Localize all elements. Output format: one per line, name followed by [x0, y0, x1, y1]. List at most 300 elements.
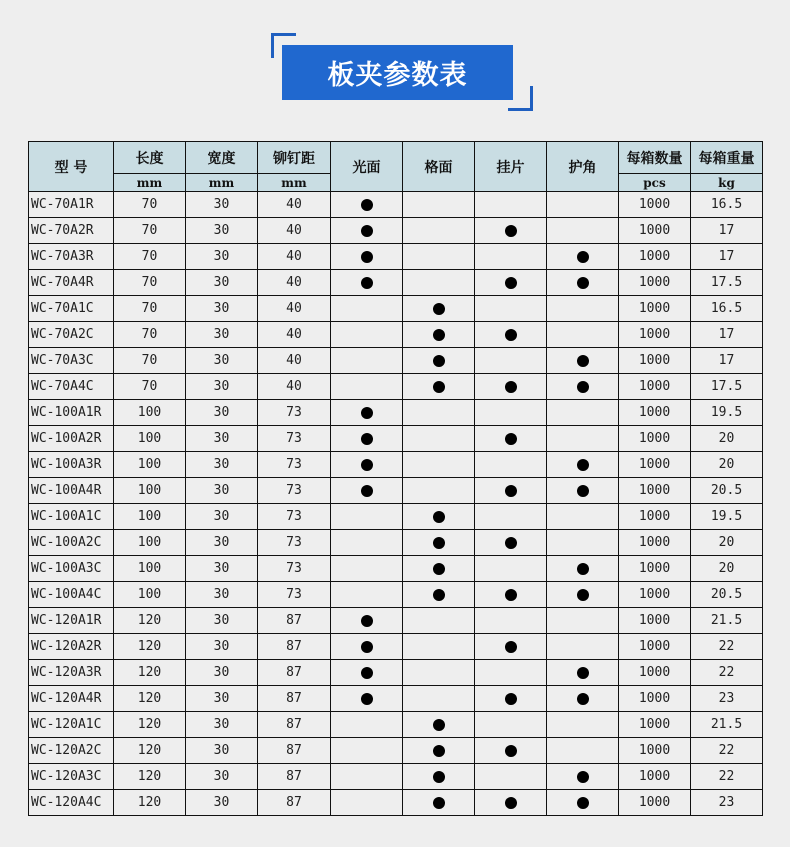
- hanger-cell: [475, 790, 547, 816]
- smooth-cell: [331, 218, 403, 244]
- hanger-cell: [475, 478, 547, 504]
- smooth-cell: [331, 660, 403, 686]
- filled-circle-icon: [433, 771, 445, 783]
- smooth-cell: [331, 608, 403, 634]
- weight-cell: 17: [691, 218, 763, 244]
- length-cell: 70: [114, 374, 186, 400]
- filled-circle-icon: [505, 641, 517, 653]
- width-cell: 30: [186, 530, 258, 556]
- grid-cell: [403, 296, 475, 322]
- width-cell: 30: [186, 556, 258, 582]
- spec-table-body: [29, 192, 763, 816]
- weight-cell: 17.5: [691, 374, 763, 400]
- filled-circle-icon: [433, 329, 445, 341]
- model-cell: WC-120A3R: [29, 660, 114, 686]
- corner-cell: [547, 478, 619, 504]
- filled-circle-icon: [505, 329, 517, 341]
- model-cell: WC-70A4C: [29, 374, 114, 400]
- model-cell: WC-70A2C: [29, 322, 114, 348]
- width-cell: 30: [186, 634, 258, 660]
- table-row: [29, 270, 763, 296]
- corner-cell: [547, 556, 619, 582]
- model-cell: WC-100A1C: [29, 504, 114, 530]
- smooth-cell: [331, 322, 403, 348]
- table-row: [29, 582, 763, 608]
- qty-cell: 1000: [619, 764, 691, 790]
- rivet-pitch-cell: 87: [258, 608, 331, 634]
- corner-cell: [547, 374, 619, 400]
- weight-cell: 21.5: [691, 712, 763, 738]
- weight-cell: 16.5: [691, 296, 763, 322]
- corner-cell: [547, 634, 619, 660]
- table-row: [29, 478, 763, 504]
- model-cell: WC-70A1R: [29, 192, 114, 218]
- grid-cell: [403, 426, 475, 452]
- smooth-cell: [331, 530, 403, 556]
- corner-cell: [547, 660, 619, 686]
- corner-cell: [547, 790, 619, 816]
- header-length: 长度: [114, 142, 186, 174]
- corner-cell: [547, 452, 619, 478]
- table-row: [29, 296, 763, 322]
- weight-cell: 20: [691, 426, 763, 452]
- rivet-pitch-cell: 40: [258, 296, 331, 322]
- rivet-pitch-cell: 87: [258, 634, 331, 660]
- filled-circle-icon: [361, 433, 373, 445]
- grid-cell: [403, 192, 475, 218]
- weight-cell: 17: [691, 244, 763, 270]
- width-cell: 30: [186, 322, 258, 348]
- weight-cell: 19.5: [691, 504, 763, 530]
- length-cell: 100: [114, 504, 186, 530]
- model-cell: WC-100A1R: [29, 400, 114, 426]
- filled-circle-icon: [433, 797, 445, 809]
- rivet-pitch-cell: 87: [258, 764, 331, 790]
- grid-cell: [403, 348, 475, 374]
- smooth-cell: [331, 738, 403, 764]
- weight-cell: 23: [691, 686, 763, 712]
- qty-cell: 1000: [619, 790, 691, 816]
- filled-circle-icon: [505, 537, 517, 549]
- grid-cell: [403, 270, 475, 296]
- rivet-pitch-cell: 87: [258, 738, 331, 764]
- table-row: [29, 426, 763, 452]
- rivet-pitch-cell: 73: [258, 582, 331, 608]
- table-row: [29, 504, 763, 530]
- qty-cell: 1000: [619, 712, 691, 738]
- qty-cell: 1000: [619, 530, 691, 556]
- grid-cell: [403, 374, 475, 400]
- grid-cell: [403, 790, 475, 816]
- weight-cell: 20.5: [691, 478, 763, 504]
- filled-circle-icon: [577, 771, 589, 783]
- filled-circle-icon: [505, 433, 517, 445]
- header-grid: 格面: [403, 142, 475, 192]
- length-cell: 120: [114, 790, 186, 816]
- grid-cell: [403, 686, 475, 712]
- qty-cell: 1000: [619, 634, 691, 660]
- filled-circle-icon: [577, 355, 589, 367]
- filled-circle-icon: [433, 511, 445, 523]
- smooth-cell: [331, 582, 403, 608]
- weight-cell: 20.5: [691, 582, 763, 608]
- grid-cell: [403, 244, 475, 270]
- filled-circle-icon: [361, 407, 373, 419]
- corner-cell: [547, 608, 619, 634]
- qty-cell: 1000: [619, 660, 691, 686]
- width-cell: 30: [186, 426, 258, 452]
- hanger-cell: [475, 348, 547, 374]
- unit-length: mm: [114, 174, 186, 192]
- table-row: [29, 712, 763, 738]
- filled-circle-icon: [361, 251, 373, 263]
- corner-cell: [547, 504, 619, 530]
- corner-cell: [547, 582, 619, 608]
- table-row: [29, 374, 763, 400]
- filled-circle-icon: [361, 693, 373, 705]
- length-cell: 120: [114, 738, 186, 764]
- weight-cell: 17.5: [691, 270, 763, 296]
- weight-cell: 20: [691, 530, 763, 556]
- length-cell: 100: [114, 582, 186, 608]
- smooth-cell: [331, 478, 403, 504]
- unit-rivet-pitch: mm: [258, 174, 331, 192]
- weight-cell: 22: [691, 738, 763, 764]
- hanger-cell: [475, 634, 547, 660]
- model-cell: WC-70A4R: [29, 270, 114, 296]
- rivet-pitch-cell: 73: [258, 478, 331, 504]
- corner-cell: [547, 270, 619, 296]
- length-cell: 120: [114, 764, 186, 790]
- table-row: [29, 738, 763, 764]
- grid-cell: [403, 660, 475, 686]
- model-cell: WC-100A3R: [29, 452, 114, 478]
- model-cell: WC-120A1R: [29, 608, 114, 634]
- filled-circle-icon: [505, 225, 517, 237]
- filled-circle-icon: [505, 589, 517, 601]
- corner-cell: [547, 218, 619, 244]
- weight-cell: 16.5: [691, 192, 763, 218]
- hanger-cell: [475, 738, 547, 764]
- model-cell: WC-120A2C: [29, 738, 114, 764]
- model-cell: WC-120A1C: [29, 712, 114, 738]
- title-banner: [271, 33, 533, 111]
- unit-qty: pcs: [619, 174, 691, 192]
- smooth-cell: [331, 504, 403, 530]
- grid-cell: [403, 218, 475, 244]
- corner-cell: [547, 322, 619, 348]
- rivet-pitch-cell: 40: [258, 218, 331, 244]
- hanger-cell: [475, 322, 547, 348]
- table-row: [29, 192, 763, 218]
- filled-circle-icon: [433, 381, 445, 393]
- model-cell: WC-120A4R: [29, 686, 114, 712]
- table-row: [29, 322, 763, 348]
- length-cell: 120: [114, 712, 186, 738]
- width-cell: 30: [186, 790, 258, 816]
- weight-cell: 20: [691, 556, 763, 582]
- model-cell: WC-100A2C: [29, 530, 114, 556]
- width-cell: 30: [186, 270, 258, 296]
- filled-circle-icon: [505, 485, 517, 497]
- rivet-pitch-cell: 40: [258, 348, 331, 374]
- rivet-pitch-cell: 40: [258, 244, 331, 270]
- qty-cell: 1000: [619, 504, 691, 530]
- qty-cell: 1000: [619, 244, 691, 270]
- qty-cell: 1000: [619, 400, 691, 426]
- width-cell: 30: [186, 192, 258, 218]
- filled-circle-icon: [433, 589, 445, 601]
- filled-circle-icon: [577, 563, 589, 575]
- hanger-cell: [475, 270, 547, 296]
- table-row: [29, 218, 763, 244]
- filled-circle-icon: [433, 719, 445, 731]
- hanger-cell: [475, 582, 547, 608]
- width-cell: 30: [186, 218, 258, 244]
- grid-cell: [403, 504, 475, 530]
- filled-circle-icon: [361, 615, 373, 627]
- filled-circle-icon: [361, 277, 373, 289]
- length-cell: 100: [114, 452, 186, 478]
- smooth-cell: [331, 556, 403, 582]
- rivet-pitch-cell: 73: [258, 556, 331, 582]
- length-cell: 100: [114, 400, 186, 426]
- hanger-cell: [475, 530, 547, 556]
- width-cell: 30: [186, 660, 258, 686]
- filled-circle-icon: [361, 225, 373, 237]
- hanger-cell: [475, 660, 547, 686]
- model-cell: WC-100A2R: [29, 426, 114, 452]
- filled-circle-icon: [433, 745, 445, 757]
- qty-cell: 1000: [619, 556, 691, 582]
- corner-cell: [547, 400, 619, 426]
- model-cell: WC-100A4R: [29, 478, 114, 504]
- filled-circle-icon: [505, 797, 517, 809]
- grid-cell: [403, 322, 475, 348]
- table-row: [29, 660, 763, 686]
- weight-cell: 22: [691, 660, 763, 686]
- rivet-pitch-cell: 87: [258, 660, 331, 686]
- filled-circle-icon: [361, 459, 373, 471]
- rivet-pitch-cell: 87: [258, 790, 331, 816]
- length-cell: 70: [114, 270, 186, 296]
- smooth-cell: [331, 634, 403, 660]
- table-row: [29, 400, 763, 426]
- grid-cell: [403, 712, 475, 738]
- rivet-pitch-cell: 73: [258, 530, 331, 556]
- qty-cell: 1000: [619, 374, 691, 400]
- qty-cell: 1000: [619, 270, 691, 296]
- length-cell: 120: [114, 686, 186, 712]
- corner-cell: [547, 192, 619, 218]
- header-hanger: 挂片: [475, 142, 547, 192]
- rivet-pitch-cell: 87: [258, 686, 331, 712]
- filled-circle-icon: [505, 381, 517, 393]
- hanger-cell: [475, 218, 547, 244]
- table-row: [29, 530, 763, 556]
- table-row: [29, 634, 763, 660]
- filled-circle-icon: [361, 641, 373, 653]
- filled-circle-icon: [577, 251, 589, 263]
- corner-cell: [547, 712, 619, 738]
- table-row: [29, 608, 763, 634]
- filled-circle-icon: [361, 199, 373, 211]
- filled-circle-icon: [433, 303, 445, 315]
- smooth-cell: [331, 400, 403, 426]
- model-cell: WC-120A4C: [29, 790, 114, 816]
- table-row: [29, 686, 763, 712]
- width-cell: 30: [186, 478, 258, 504]
- length-cell: 100: [114, 556, 186, 582]
- model-cell: WC-120A2R: [29, 634, 114, 660]
- grid-cell: [403, 634, 475, 660]
- corner-cell: [547, 530, 619, 556]
- page-title: 板夹参数表: [282, 45, 513, 100]
- qty-cell: 1000: [619, 608, 691, 634]
- hanger-cell: [475, 400, 547, 426]
- filled-circle-icon: [361, 485, 373, 497]
- filled-circle-icon: [505, 693, 517, 705]
- unit-width: mm: [186, 174, 258, 192]
- corner-cell: [547, 296, 619, 322]
- filled-circle-icon: [505, 745, 517, 757]
- qty-cell: 1000: [619, 426, 691, 452]
- hanger-cell: [475, 426, 547, 452]
- model-cell: WC-100A4C: [29, 582, 114, 608]
- grid-cell: [403, 452, 475, 478]
- rivet-pitch-cell: 40: [258, 192, 331, 218]
- width-cell: 30: [186, 296, 258, 322]
- width-cell: 30: [186, 374, 258, 400]
- weight-cell: 17: [691, 348, 763, 374]
- width-cell: 30: [186, 608, 258, 634]
- qty-cell: 1000: [619, 452, 691, 478]
- model-cell: WC-100A3C: [29, 556, 114, 582]
- width-cell: 30: [186, 738, 258, 764]
- length-cell: 100: [114, 530, 186, 556]
- smooth-cell: [331, 296, 403, 322]
- weight-cell: 19.5: [691, 400, 763, 426]
- smooth-cell: [331, 712, 403, 738]
- weight-cell: 17: [691, 322, 763, 348]
- grid-cell: [403, 582, 475, 608]
- header-smooth: 光面: [331, 142, 403, 192]
- smooth-cell: [331, 244, 403, 270]
- model-cell: WC-120A3C: [29, 764, 114, 790]
- width-cell: 30: [186, 764, 258, 790]
- smooth-cell: [331, 452, 403, 478]
- grid-cell: [403, 530, 475, 556]
- filled-circle-icon: [577, 589, 589, 601]
- hanger-cell: [475, 608, 547, 634]
- hanger-cell: [475, 712, 547, 738]
- rivet-pitch-cell: 40: [258, 374, 331, 400]
- width-cell: 30: [186, 452, 258, 478]
- corner-cell: [547, 686, 619, 712]
- header-model: 型 号: [29, 142, 114, 192]
- model-cell: WC-70A1C: [29, 296, 114, 322]
- filled-circle-icon: [433, 537, 445, 549]
- table-row: [29, 348, 763, 374]
- smooth-cell: [331, 426, 403, 452]
- length-cell: 70: [114, 192, 186, 218]
- header-corner: 护角: [547, 142, 619, 192]
- table-row: [29, 764, 763, 790]
- hanger-cell: [475, 192, 547, 218]
- corner-cell: [547, 426, 619, 452]
- model-cell: WC-70A3R: [29, 244, 114, 270]
- qty-cell: 1000: [619, 582, 691, 608]
- header-weight-per-box: 每箱重量: [691, 142, 763, 174]
- grid-cell: [403, 478, 475, 504]
- length-cell: 120: [114, 660, 186, 686]
- rivet-pitch-cell: 73: [258, 452, 331, 478]
- spec-table: [28, 141, 763, 816]
- width-cell: 30: [186, 244, 258, 270]
- length-cell: 70: [114, 218, 186, 244]
- filled-circle-icon: [577, 485, 589, 497]
- model-cell: WC-70A2R: [29, 218, 114, 244]
- header-qty-per-box: 每箱数量: [619, 142, 691, 174]
- filled-circle-icon: [433, 355, 445, 367]
- length-cell: 70: [114, 348, 186, 374]
- qty-cell: 1000: [619, 296, 691, 322]
- hanger-cell: [475, 452, 547, 478]
- smooth-cell: [331, 686, 403, 712]
- width-cell: 30: [186, 686, 258, 712]
- hanger-cell: [475, 296, 547, 322]
- length-cell: 100: [114, 426, 186, 452]
- qty-cell: 1000: [619, 478, 691, 504]
- width-cell: 30: [186, 348, 258, 374]
- smooth-cell: [331, 764, 403, 790]
- table-row: [29, 556, 763, 582]
- grid-cell: [403, 400, 475, 426]
- width-cell: 30: [186, 582, 258, 608]
- hanger-cell: [475, 244, 547, 270]
- smooth-cell: [331, 270, 403, 296]
- length-cell: 70: [114, 296, 186, 322]
- smooth-cell: [331, 374, 403, 400]
- weight-cell: 23: [691, 790, 763, 816]
- qty-cell: 1000: [619, 738, 691, 764]
- qty-cell: 1000: [619, 348, 691, 374]
- rivet-pitch-cell: 73: [258, 504, 331, 530]
- corner-cell: [547, 348, 619, 374]
- rivet-pitch-cell: 40: [258, 270, 331, 296]
- header-rivet-pitch: 铆钉距: [258, 142, 331, 174]
- table-row: [29, 790, 763, 816]
- model-cell: WC-70A3C: [29, 348, 114, 374]
- hanger-cell: [475, 374, 547, 400]
- qty-cell: 1000: [619, 686, 691, 712]
- length-cell: 70: [114, 322, 186, 348]
- hanger-cell: [475, 556, 547, 582]
- grid-cell: [403, 764, 475, 790]
- filled-circle-icon: [577, 693, 589, 705]
- weight-cell: 20: [691, 452, 763, 478]
- smooth-cell: [331, 348, 403, 374]
- rivet-pitch-cell: 73: [258, 400, 331, 426]
- corner-cell: [547, 764, 619, 790]
- rivet-pitch-cell: 40: [258, 322, 331, 348]
- length-cell: 120: [114, 634, 186, 660]
- table-row: [29, 244, 763, 270]
- hanger-cell: [475, 764, 547, 790]
- length-cell: 100: [114, 478, 186, 504]
- filled-circle-icon: [577, 667, 589, 679]
- width-cell: 30: [186, 712, 258, 738]
